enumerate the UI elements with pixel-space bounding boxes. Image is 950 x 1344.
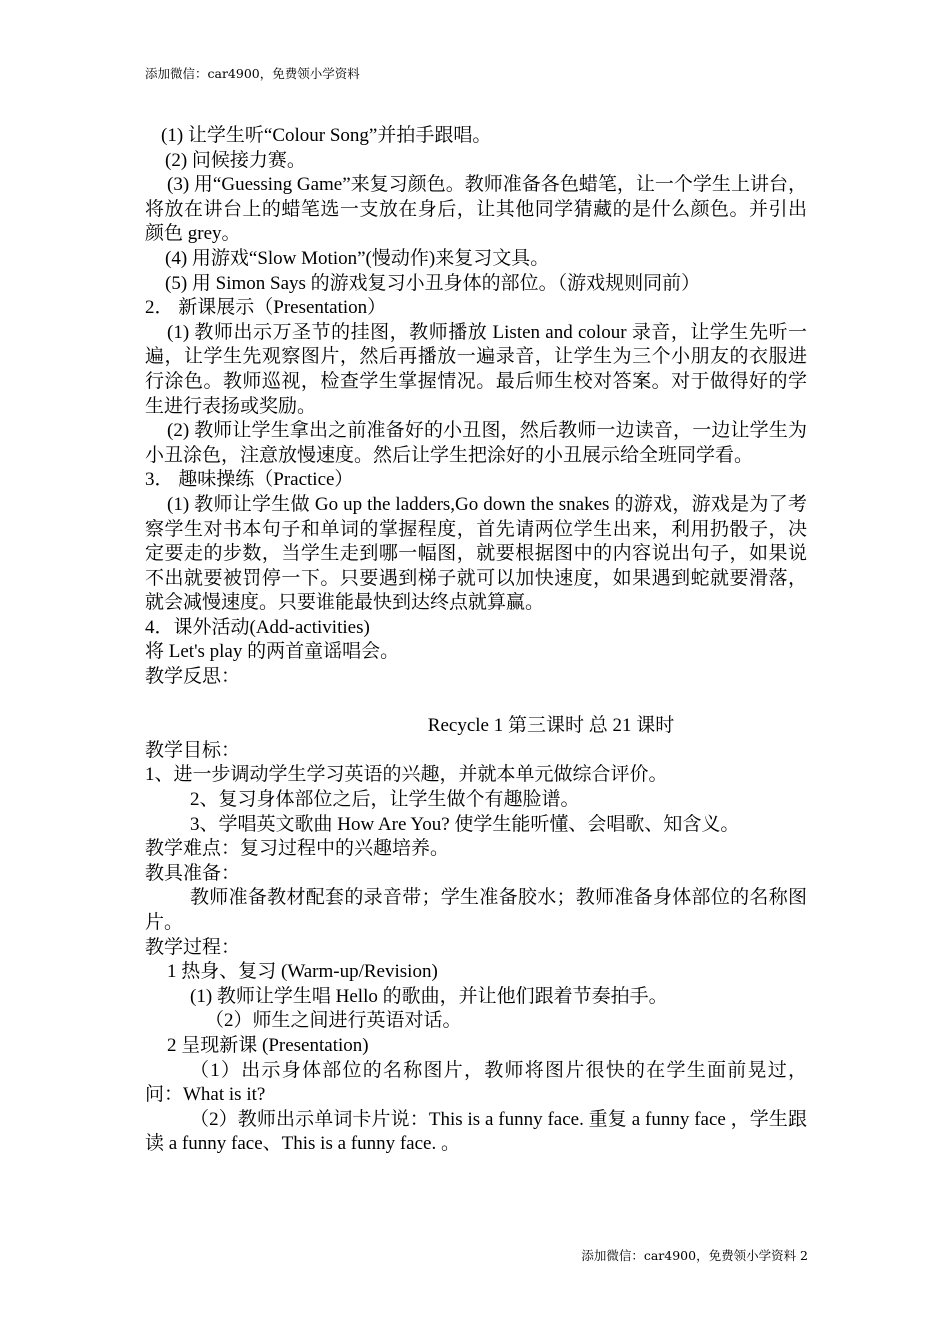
section-heading: 2． 新课展示（Presentation） (145, 297, 387, 319)
paragraph: 教学过程： (145, 936, 241, 958)
paragraph: (1) 教师出示万圣节的挂图，教师播放 Listen and colour 录音，让学生先听一遍，让学生先观察图片，然后再播放一遍录音，让学生为三个小朋友的衣服进行涂色。教师巡视，检查学生掌握情况。最后师生校对答案。对于做得好的学生进行表扬或奖励。 (145, 321, 807, 417)
paragraph: (1) 让学生听“Colour Song”并拍手跟唱。 (161, 125, 492, 146)
document-body (145, 124, 807, 1157)
paragraph: 教学难点：复习过程中的兴趣培养。 (145, 838, 450, 860)
paragraph: (1) 教师让学生唱 Hello 的歌曲，并让他们跟着节奏拍手。 (190, 985, 668, 1007)
paragraph: 教学目标： (145, 739, 241, 761)
page-header: 添加微信：car4900，免费领小学资料 (145, 66, 360, 81)
section-heading: 3． 趣味操练（Practice） (145, 469, 354, 491)
paragraph: （2）师生之间进行英语对话。 (205, 1010, 462, 1032)
lesson-title: Recycle 1 第三课时 总 21 课时 (427, 715, 675, 737)
paragraph: (2) 教师让学生拿出之前准备好的小丑图，然后教师一边读音，一边让学生为小丑涂色，注意放慢速度。然后让学生把涂好的小丑展示给全班同学看。 (145, 420, 807, 466)
section-heading: 4．课外活动(Add-activities) (145, 616, 370, 638)
paragraph: (3) 用“Guessing Game”来复习颜色。教师准备各色蜡笔，让一个学生上讲台，将放在讲台上的蜡笔选一支放在身后，让其他同学猜藏的是什么颜色。并引出颜色 grey。 (145, 174, 807, 245)
paragraph: 教学反思： (145, 666, 241, 688)
section-heading: 1 热身、复习 (Warm-up/Revision) (167, 961, 438, 983)
paragraph: （1）出示身体部位的名称图片，教师将图片很快的在学生面前晃过，问：What is it? (145, 1059, 807, 1106)
paragraph: （2）教师出示单词卡片说：This is a funny face. 重复 a funny face ，学生跟读 a funny face、This is a funny face. 。 (145, 1108, 807, 1155)
paragraph: (2) 问候接力赛。 (165, 149, 306, 171)
paragraph: 2、复习身体部位之后，让学生做个有趣脸谱。 (190, 789, 580, 811)
paragraph: 将 Let's play 的两首童谣唱会。 (145, 641, 400, 663)
section-heading: 2 呈现新课 (Presentation) (167, 1034, 369, 1056)
paragraph: 教具准备： (145, 862, 241, 884)
paragraph: (5) 用 Simon Says 的游戏复习小丑身体的部位。（游戏规则同前） (165, 272, 701, 294)
paragraph: 教师准备教材配套的录音带；学生准备胶水；教师准备身体部位的名称图片。 (145, 887, 807, 933)
paragraph: 1、进一步调动学生学习英语的兴趣，并就本单元做综合评价。 (145, 764, 668, 786)
page-footer: 添加微信：car4900，免费领小学资料 2 (581, 1248, 808, 1263)
paragraph: 3、学唱英文歌曲 How Are You? 使学生能听懂、会唱歌、知含义。 (190, 813, 740, 835)
paragraph: (4) 用游戏“Slow Motion”(慢动作)来复习文具。 (165, 247, 550, 269)
paragraph: (1) 教师让学生做 Go up the ladders,Go down the snakes 的游戏，游戏是为了考察学生对书本句子和单词的掌握程度，首先请两位学生出来，利用扔骰子，决定要走的步数，当学生走到哪一幅图，就要根据图中的内容说出句子，如果说不出就要被罚停一下。只要遇到梯子就可以加快速度，如果遇到蛇就要滑落，就会减慢速度。只要谁能最快到达终点就算赢。 (145, 493, 807, 614)
